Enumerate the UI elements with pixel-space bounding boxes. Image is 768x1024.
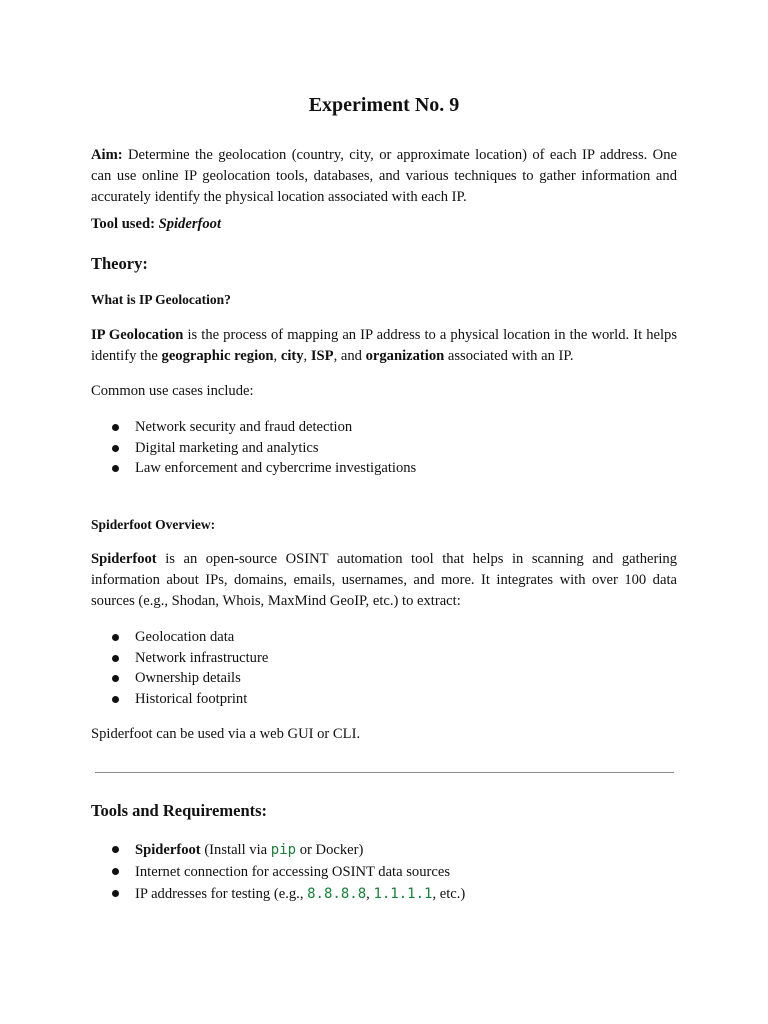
bullet-icon xyxy=(112,465,119,472)
overview-text: is an open-source OSINT automation tool that helps in scanning and gathering information about IPs, domains, emails, usernames, and more. It integrates with over 100 data sources (e.g., Shodan, Whois, MaxMind GeoIP, etc.) to extract: xyxy=(91,551,677,609)
bullet-icon xyxy=(112,868,119,875)
theory-heading: Theory: xyxy=(91,254,148,273)
geo-city-term: city xyxy=(280,348,304,364)
geo-sep-1: , xyxy=(273,348,281,364)
aim-paragraph xyxy=(91,145,677,208)
use-cases-list xyxy=(91,417,677,479)
list-item: Digital marketing and analytics xyxy=(91,438,677,459)
list-item: Network security and fraud detection xyxy=(91,417,677,438)
list-item: IP addresses for testing (e.g., 8.8.8.8, 1.1.1.1, etc.) xyxy=(91,883,677,905)
list-item: Historical footprint xyxy=(91,689,677,710)
bullet-icon xyxy=(112,846,119,853)
inline-code: pip xyxy=(270,842,297,858)
tool-used-label: Tool used: xyxy=(91,216,159,232)
list-item: Geolocation data xyxy=(91,627,677,648)
list-item: Ownership details xyxy=(91,668,677,689)
horizontal-divider xyxy=(95,772,674,773)
overview-paragraph xyxy=(91,549,677,612)
tools-heading: Tools and Requirements: xyxy=(91,801,268,820)
list-item: Internet connection for accessing OSINT data sources xyxy=(91,861,677,883)
page-title: Experiment No. 9 xyxy=(308,94,460,116)
usage-note: Spiderfoot can be used via a web GUI or CLI. xyxy=(91,726,361,742)
aim-text: Determine the geolocation (country, city, or approximate location) of each IP address. One can use online IP geolocation tools, databases, and various techniques to gather information and accurately identify the physical location associated with each IP. xyxy=(91,147,677,205)
bullet-icon xyxy=(112,890,119,897)
list-item: Spiderfoot (Install via pip or Docker) xyxy=(91,839,677,861)
bullet-icon xyxy=(112,445,119,452)
bullet-icon xyxy=(112,424,119,431)
extract-list xyxy=(91,627,677,709)
geo-text-2: associated with an IP. xyxy=(444,348,574,364)
geo-region-term: geographic region xyxy=(161,348,274,364)
geo-text-1: is the process of mapping an IP address to a physical location in the world. It helps identify the xyxy=(91,327,677,364)
geo-org-term: organization xyxy=(365,348,445,364)
geo-paragraph xyxy=(91,325,677,367)
geo-heading: What is IP Geolocation? xyxy=(91,292,231,307)
geo-term: IP Geolocation xyxy=(91,327,184,343)
overview-term: Spiderfoot xyxy=(91,551,157,567)
tool-used-value: Spiderfoot xyxy=(158,216,222,232)
use-cases-intro: Common use cases include: xyxy=(91,383,254,399)
geo-sep-3: , and xyxy=(333,348,366,364)
overview-heading: Spiderfoot Overview: xyxy=(91,517,216,532)
inline-code: 1.1.1.1 xyxy=(373,886,433,902)
list-item: Network infrastructure xyxy=(91,648,677,669)
geo-sep-2: , xyxy=(303,348,311,364)
bullet-icon xyxy=(112,696,119,703)
requirements-list xyxy=(91,839,677,905)
inline-code: 8.8.8.8 xyxy=(307,886,367,902)
geo-isp-term: ISP xyxy=(310,348,334,364)
aim-label: Aim: xyxy=(91,147,123,163)
bullet-icon xyxy=(112,634,119,641)
tool-used-line xyxy=(91,214,677,235)
bullet-icon xyxy=(112,655,119,662)
bullet-icon xyxy=(112,675,119,682)
list-item: Law enforcement and cybercrime investigations xyxy=(91,458,677,479)
